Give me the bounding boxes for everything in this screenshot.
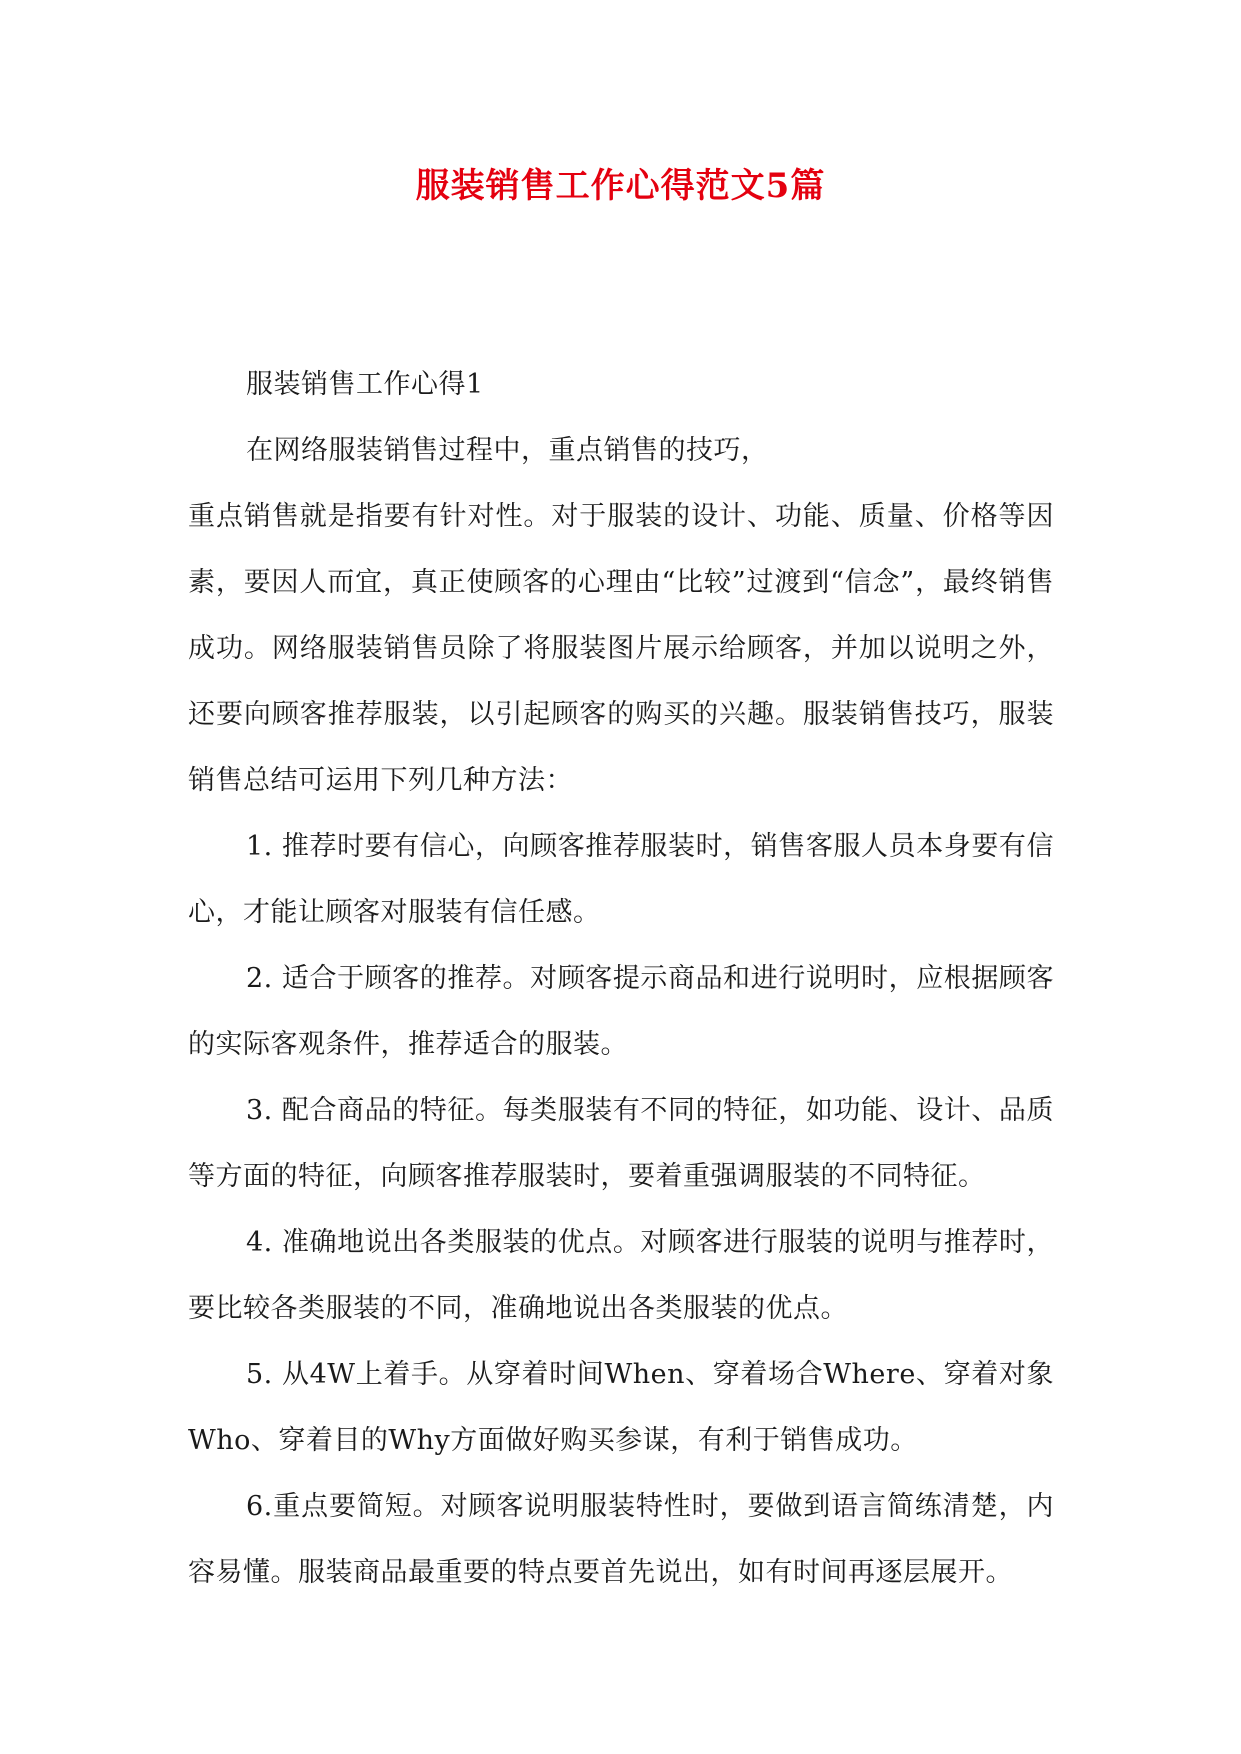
paragraph-main: 重点销售就是指要有针对性。对于服装的设计、功能、质量、价格等因素，要因人而宜，真正使顾客的心理由“比较”过渡到“信念”，最终销售成功。网络服装销售员除了将服装图片展示给顾客，并加以说明之外，还要向顾客推荐服装，以引起顾客的购买的兴趣。服装销售技巧，服装销售总结可运用下列几种方法： (188, 501, 1054, 796)
document-title: 服装销售工作心得范文5篇 (415, 166, 826, 206)
list-item-6: 6.重点要简短。对顾客说明服装特性时，要做到语言简练清楚，内容易懂。服装商品最重要的特点要首先说出，如有时间再逐层展开。 (188, 1491, 1054, 1588)
section-heading: 服装销售工作心得1 (246, 369, 484, 400)
list-item-1: 1. 推荐时要有信心，向顾客推荐服装时，销售客服人员本身要有信心，才能让顾客对服装有信任感。 (188, 831, 1054, 928)
paragraph-intro: 在网络服装销售过程中，重点销售的技巧， (246, 435, 769, 466)
list-item-2: 2. 适合于顾客的推荐。对顾客提示商品和进行说明时，应根据顾客的实际客观条件，推荐适合的服装。 (188, 963, 1054, 1060)
list-item-4: 4. 准确地说出各类服装的优点。对顾客进行服装的说明与推荐时，要比较各类服装的不同，准确地说出各类服装的优点。 (188, 1227, 1054, 1324)
list-item-5: 5. 从4W上着手。从穿着时间When、穿着场合Where、穿着对象Who、穿着目的Why方面做好购买参谋，有利于销售成功。 (188, 1359, 1054, 1456)
list-item-3: 3. 配合商品的特征。每类服装有不同的特征，如功能、设计、品质等方面的特征，向顾客推荐服装时，要着重强调服装的不同特征。 (188, 1095, 1054, 1192)
document-body (188, 352, 1054, 1606)
